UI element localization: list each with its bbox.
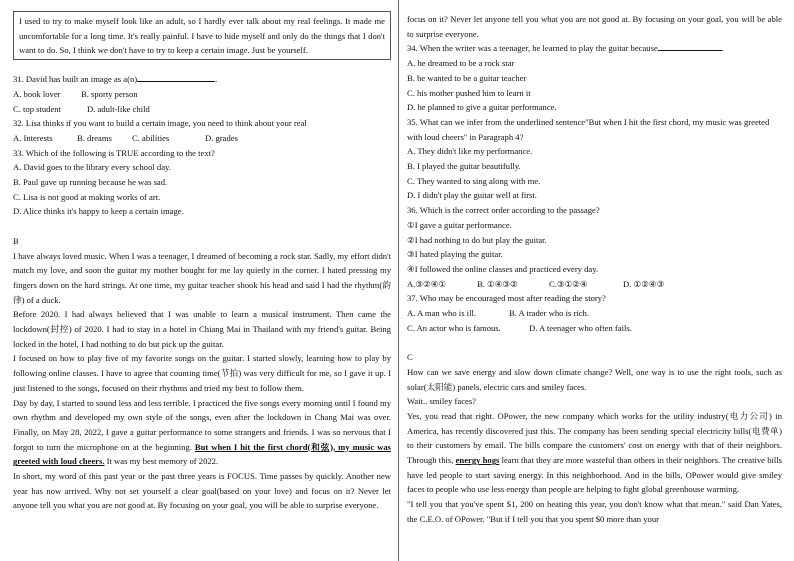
c-paragraph-3: Yes, you read that right. OPower, the new company which works for the utility industry(电力公司) in America, has recently discovered just this. The company has been sending special electricity bills(电费单) to their customers by email. The bills compare the customers' cost on energy with that of their neighbors. Through this, energy hogs learn that they are more wasteful than others in their neighbors. The creative bills have led people to start saving energy. In this neighborhood. And in the bills, OPower would give smiley faces to people who use less energy than people are helping to fight global greenhouse warming. <box>407 410 782 495</box>
q36-item-3: ③I hated playing the guitar. <box>407 249 503 260</box>
b-paragraph-2: Before 2020. I had always believed that I was unable to learn a musical instrument. Then came the lockdown(封控) of 2020. I had to stay in a hotel in Chiang Mai in Thailand with my friend's guitar. Being locked in the hotel, I had nothing to do but pick up the guitar. <box>13 309 391 349</box>
q37-c: C. An actor who is famous. <box>407 322 501 333</box>
q36-b: B. ①④③② <box>477 278 518 289</box>
q37-b: B. A trader who is rich. <box>509 308 589 319</box>
q31-options-2 <box>13 102 391 117</box>
q31-b: B. sporty person <box>81 88 138 99</box>
c-paragraph-2: Wait.. smiley faces? <box>407 396 476 407</box>
q37-stem: 37. Who may be encouraged most after reading the story? <box>407 293 606 304</box>
quote-text: I used to try to make myself look like an adult, so I hardly ever talk about my real feelings. It made me uncomfortable for a long time. It's really painful. I have to hide myself and only do the things that I don't want to do. So, I think we don't have to try to keep a certain image. Just be yourself. <box>19 16 385 56</box>
b-paragraph-4: Day by day, I started to sound less and less terrible. I practiced the five songs every morning until I found my own rhythm and developed my own style of the songs, even after the lockdown in Chang Mai was over. Finally, on May 28, 2022, I gave a guitar performance to some strangers and friends. I was so nervous that I forgot to turn the microphone on at the beginning. But when I hit the first chord(和弦), my music was greeted with loud cheers. It was my best memory of 2022. <box>13 397 391 467</box>
q36-item-2: ②I had nothing to do but play the guitar. <box>407 234 547 245</box>
q35-d: D. I didn't play the guitar well at first. <box>407 190 537 201</box>
q31-a: A. book lover <box>13 88 61 99</box>
q32-a: A. Interests <box>13 132 53 143</box>
q34-c: C. his mother pushed him to learn it <box>407 87 531 98</box>
q32-options <box>13 131 391 146</box>
c-paragraph-1: How can we save energy and slow down climate change? Well, one way is to use the right tools, such as solar(太阳能) panels, electric cars and smiley faces. <box>407 366 782 392</box>
q32-d: D. grades <box>205 132 238 143</box>
underlined-sentence: But when I hit the first chord(和弦), my music was greeted with loud cheers. <box>13 441 391 467</box>
section-b-heading: B <box>13 235 19 246</box>
q33-a: A. David goes to the library every school day. <box>13 162 171 173</box>
q36-a: A.③②④① <box>407 278 447 289</box>
b-paragraph-1: I have always loved music. When I was a teenager, I dreamed of becoming a rock star. Sadly, my effort didn't match my love, and soon the guitar my mother bought for me lay quietly in the corner. I hated pressing my fingers down on the hard strings. At one time, my guitar teacher shook his head and said I had the rhythm(韵律) of a duck. <box>13 250 391 305</box>
b-paragraph-5: In short, my word of this past year or the past three years is FOCUS. Time passes by quickly. Another new year has now arrived. Why not set yourself a clear goal(based on your love) and focus on it? Never let anyone tell you what you are not good at. By focusing on your goal, you will be able to surprise everyone. <box>13 471 391 511</box>
q37-a: A. A man who is ill. <box>407 308 476 319</box>
section-c-heading: C <box>407 352 413 363</box>
q34-stem: 34. When the writer was a teenager, he learned to play the guitar because . <box>407 43 724 54</box>
q35-a: A. They didn't like my performance. <box>407 146 533 157</box>
right-column <box>407 0 782 527</box>
q32-stem: 32. Lisa thinks if you want to build a certain image, you need to think about your real <box>13 118 307 129</box>
underlined-term: energy hogs <box>455 455 500 466</box>
c-paragraph-4: "I tell you that you've spent $1, 200 on heating this year, you don't know what that mean." said Dan Yates, the C.E.O. of OPower. "But if I tell you that you spent $0 more than your <box>407 499 782 524</box>
q33-c: C. Lisa is not good at making works of art. <box>13 191 161 202</box>
q32-b: B. dreams <box>77 132 112 143</box>
q35-b: B. I played the guitar beautifully. <box>407 161 521 172</box>
q36-item-4: ④I followed the online classes and practiced every day. <box>407 263 599 274</box>
q31-c: C. top student <box>13 103 61 114</box>
column-divider <box>398 0 399 561</box>
q37-options-1 <box>407 306 782 321</box>
q31-stem: 31. David has built an image as a(n) . <box>13 74 218 85</box>
q34-b: B. he wanted to be a guitar teacher <box>407 72 527 83</box>
q31-options <box>13 87 391 102</box>
q33-d: D. Alice thinks it's happy to keep a certain image. <box>13 206 184 217</box>
q36-options <box>407 277 782 292</box>
q36-c: C.③①②④ <box>549 278 588 289</box>
q37-options-2 <box>407 321 782 336</box>
q33-stem: 33. Which of the following is TRUE according to the text? <box>13 147 215 158</box>
q35-stem: 35. What can we infer from the underlined sentence"But when I hit the first chord, my music was greeted with loud cheers" in Paragraph 4? <box>407 116 770 142</box>
left-column <box>13 0 391 511</box>
q34-a: A. he dreamed to be a rock star <box>407 58 515 69</box>
q32-c: C. abilities <box>132 132 170 143</box>
b-paragraph-5-continued: focus on it? Never let anyone tell you what you are not good at. By focusing on your goal, you will be able to surprise everyone. <box>407 14 782 39</box>
q36-stem: 36. Which is the correct order according to the passage? <box>407 205 600 216</box>
q36-item-1: ①I gave a guitar performance. <box>407 219 512 230</box>
q34-d: D. he planned to give a guitar performance. <box>407 102 557 113</box>
quote-box <box>13 11 391 60</box>
q36-d: D. ①②④③ <box>623 278 665 289</box>
b-paragraph-3: I focused on how to play five of my favorite songs on the guitar. I started slowly, learning how to play by following online classes. I have to agree that counting time(节拍) was very difficult for me, so I gave it up. I just listened to the songs, focused on their rhythms and tried my best to follow them. <box>13 353 391 393</box>
q35-c: C. They wanted to sing along with me. <box>407 175 541 186</box>
q37-d: D. A teenager who often fails. <box>529 322 632 333</box>
q31-d: D. adult-like child <box>87 103 150 114</box>
q33-b: B. Paul gave up running because he was sad. <box>13 177 168 188</box>
